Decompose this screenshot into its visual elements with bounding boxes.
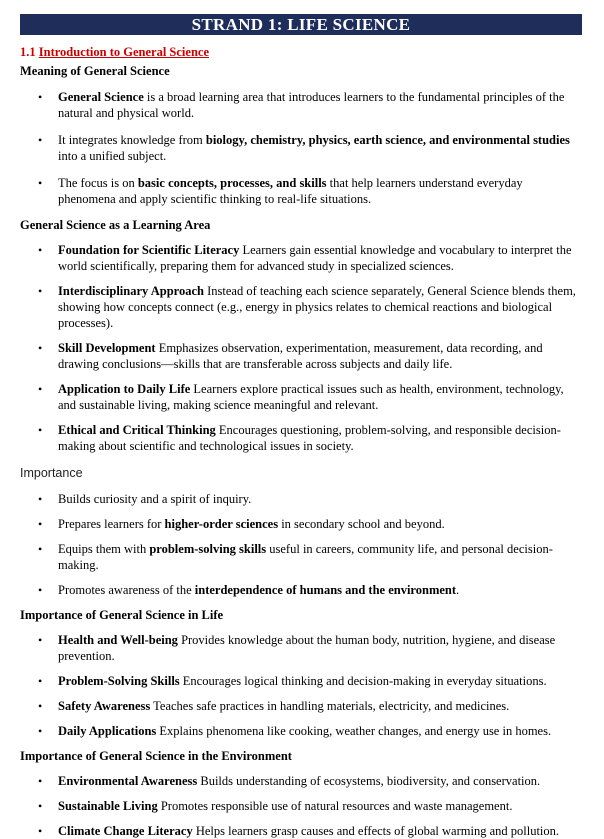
list-item	[20, 798, 582, 814]
environment-list	[20, 773, 582, 839]
list-item	[20, 340, 582, 372]
item-text: Teaches safe practices in handling materials, electricity, and medicines.	[150, 699, 510, 713]
list-item	[20, 175, 582, 207]
item-term: Health and Well-being	[58, 633, 178, 647]
item-text: into a unified subject.	[58, 149, 167, 163]
environment-heading: Importance of General Science in the Environment	[20, 749, 292, 763]
list-item	[20, 89, 582, 121]
item-text: Builds understanding of ecosystems, biodiversity, and conservation.	[197, 774, 541, 788]
item-term: General Science	[58, 90, 144, 104]
item-term: biology, chemistry, physics, earth science, and environmental studies	[205, 133, 570, 147]
strand-banner: STRAND 1: LIFE SCIENCE	[20, 14, 582, 35]
list-item	[20, 582, 582, 598]
list-item	[20, 723, 582, 739]
item-text: Builds curiosity and a spirit of inquiry.	[58, 492, 252, 506]
item-term: Climate Change Literacy	[58, 824, 193, 838]
item-term: Application to Daily Life	[58, 382, 191, 396]
list-item	[20, 541, 582, 573]
importance-heading: Importance	[20, 466, 83, 480]
item-text: useful in careers, community life, and personal decision-making.	[58, 542, 553, 572]
item-text: Learners gain essential knowledge and vocabulary to interpret the world scientifically, preparing them for advanced study in specialized sciences.	[58, 243, 572, 273]
item-text: Encourages logical thinking and decision-making in everyday situations.	[179, 674, 547, 688]
item-text-lead: Promotes awareness of the	[58, 583, 195, 597]
section-number: 1.1	[20, 45, 36, 59]
list-item	[20, 132, 582, 164]
item-term: Ethical and Critical Thinking	[58, 423, 216, 437]
item-text: Instead of teaching each science separately, General Science blends them, showing how concepts connect (e.g., energy in physics relates to chemical reactions and biological processes).	[58, 284, 576, 330]
item-term: Foundation for Scientific Literacy	[58, 243, 240, 257]
life-heading: Importance of General Science in Life	[20, 608, 224, 622]
item-text: in secondary school and beyond.	[278, 517, 445, 531]
list-item	[20, 242, 582, 274]
list-item	[20, 516, 582, 532]
item-text-lead: Prepares learners for	[58, 517, 165, 531]
item-term: Problem-Solving Skills	[58, 674, 180, 688]
item-text: Learners explore practical issues such as health, environment, technology, and sustainable living, making science meaningful and relevant.	[58, 382, 564, 412]
list-item	[20, 283, 582, 331]
list-item	[20, 381, 582, 413]
item-term: Interdisciplinary Approach	[58, 284, 204, 298]
list-item	[20, 491, 582, 507]
learning-area-list	[20, 242, 582, 454]
document-page	[20, 14, 582, 839]
item-term: basic concepts, processes, and skills	[137, 176, 327, 190]
item-text: Emphasizes observation, experimentation, measurement, data recording, and drawing conclusions—skills that are transferable across subjects and daily life.	[58, 341, 543, 371]
item-term: Daily Applications	[58, 724, 157, 738]
item-text-lead: It integrates knowledge from	[58, 133, 206, 147]
item-term: Skill Development	[58, 341, 156, 355]
item-text: Encourages questioning, problem-solving, and responsible decision-making about scientific and technological issues in society.	[58, 423, 561, 453]
section-title	[20, 44, 582, 60]
list-item	[20, 773, 582, 789]
item-text: is a broad learning area that introduces learners to the fundamental principles of the natural and physical world.	[58, 90, 565, 120]
item-term: Sustainable Living	[58, 799, 158, 813]
list-item	[20, 673, 582, 689]
item-text: .	[456, 583, 460, 597]
meaning-heading: Meaning of General Science	[20, 64, 170, 78]
item-text: Explains phenomena like cooking, weather changes, and energy use in homes.	[156, 724, 552, 738]
list-item	[20, 823, 582, 839]
list-item	[20, 422, 582, 454]
item-text: Provides knowledge about the human body, nutrition, hygiene, and disease prevention.	[58, 633, 556, 663]
life-list	[20, 632, 582, 739]
item-term: problem-solving skills	[149, 542, 267, 556]
meaning-list	[20, 89, 582, 207]
item-term: Environmental Awareness	[58, 774, 198, 788]
item-text-lead: The focus is on	[58, 176, 138, 190]
item-text: Promotes responsible use of natural resources and waste management.	[157, 799, 513, 813]
importance-list	[20, 491, 582, 598]
item-term: interdependence of humans and the environment	[194, 583, 457, 597]
item-text: that help learners understand everyday phenomena and apply scientific thinking to real-life situations.	[58, 176, 523, 206]
list-item	[20, 632, 582, 664]
item-term: Safety Awareness	[58, 699, 151, 713]
learning-area-heading: General Science as a Learning Area	[20, 218, 211, 232]
item-text-lead: Equips them with	[58, 542, 150, 556]
list-item	[20, 698, 582, 714]
item-term: higher-order sciences	[164, 517, 279, 531]
section-title-text: Introduction to General Science	[38, 45, 209, 59]
item-text: Helps learners grasp causes and effects of global warming and pollution.	[192, 824, 560, 838]
